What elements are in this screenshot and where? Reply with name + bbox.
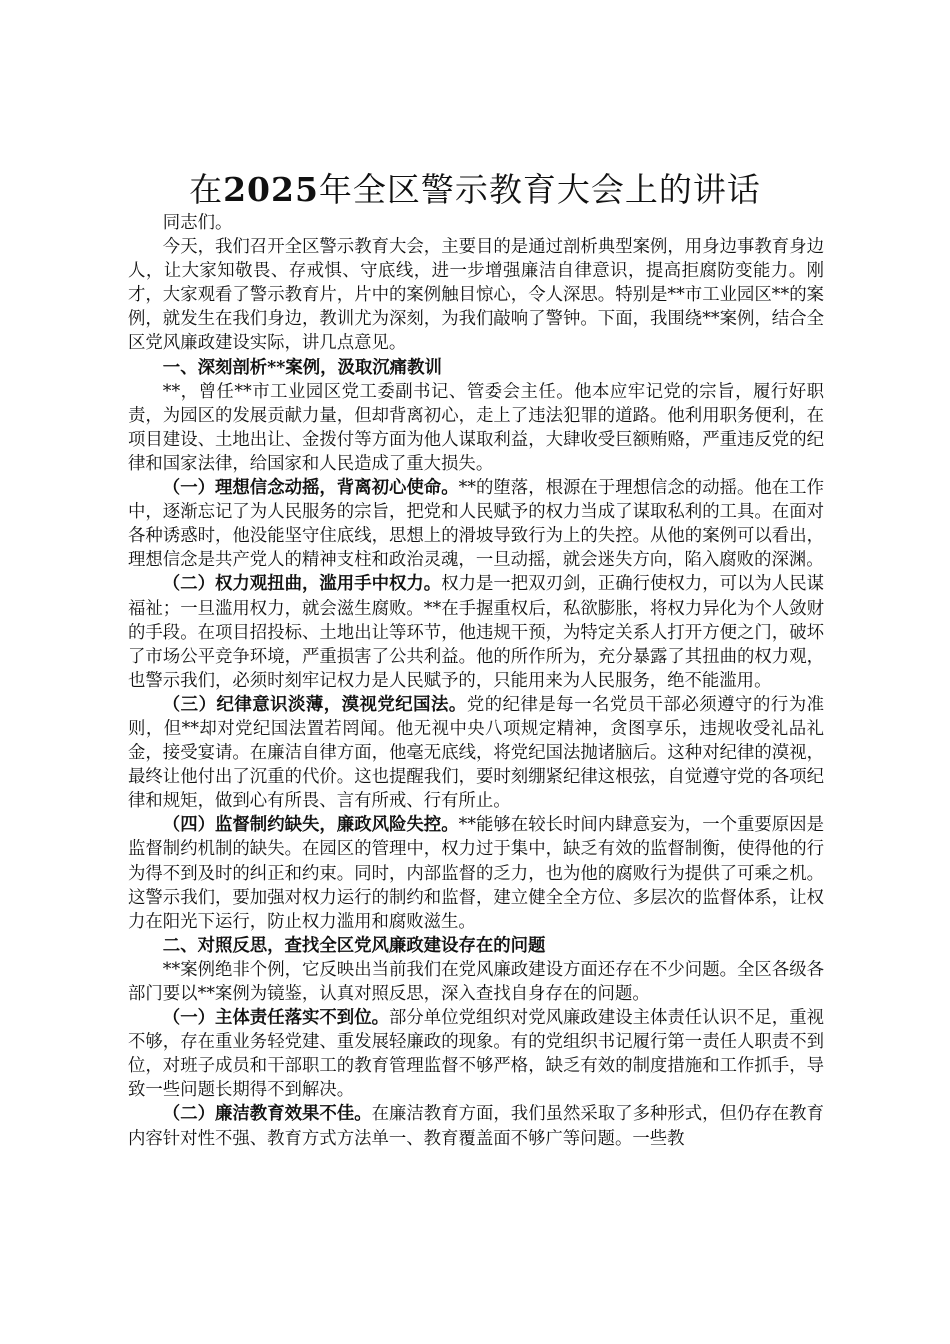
title-prefix: 在 <box>189 170 224 209</box>
subsection-lead: （一）主体责任落实不到位。 <box>162 1008 389 1029</box>
paragraph-text: **能够在较长时间内肆意妄为，一个重要原因是监督制约机制的缺失。在园区的管理中，权力过于集中，缺乏有效的监督制衡，使得他的行为得不到及时的纠正和约束。同时，内部监督的乏力，也为他的腐败行为提供了可乘之机。这警示我们，要加强对权力运行的制约和监督，建立健全全方位、多层次的监督体系，让权力在阳光下运行，防止权力滥用和腐败滋生。 <box>128 815 824 932</box>
paragraph-text: 权力是一把双刃剑，正确行使权力，可以为人民谋福祉；一旦滥用权力，就会滋生腐败。**在手握重权后，私欲膨胀，将权力异化为个人敛财的手段。在项目招投标、土地出让等环节，他违规干预，为特定关系人打开方便之门，破坏了市场公平竞争环境，严重损害了公共利益。他的所作所为，充分暴露了其扭曲的权力观，也警示我们，必须时刻牢记权力是人民赋予的，只能用来为人民服务，绝不能滥用。 <box>128 574 824 691</box>
title-suffix: 年全区警示教育大会上的讲话 <box>318 170 761 209</box>
paragraph-list <box>128 235 824 1151</box>
subsection-lead: （二）廉洁教育效果不佳。 <box>162 1104 372 1125</box>
body-paragraph <box>128 1006 824 1102</box>
body-paragraph <box>128 813 824 933</box>
body-paragraph <box>128 1102 824 1150</box>
title-year: 2025 <box>223 170 319 209</box>
body-paragraph <box>128 380 824 476</box>
body-paragraph <box>128 235 824 355</box>
paragraph-text: 今天，我们召开全区警示教育大会，主要目的是通过剖析典型案例，用身边事教育身边人，让大家知敬畏、存戒惧、守底线，进一步增强廉洁自律意识，提高拒腐防变能力。刚才，大家观看了警示教育片，片中的案例触目惊心，令人深思。特别是**市工业园区**的案例，就发生在我们身边，教训尤为深刻，为我们敲响了警钟。下面，我围绕**案例，结合全区党风廉政建设实际，讲几点意见。 <box>128 237 824 354</box>
section-heading: 二、对照反思，查找全区党风廉政建设存在的问题 <box>162 935 546 956</box>
body-paragraph <box>128 476 824 572</box>
subsection-lead: （一）理想信念动摇，背离初心使命。 <box>162 478 459 499</box>
page-title <box>0 170 950 210</box>
body-paragraph <box>128 958 824 1006</box>
paragraph-text: **案例绝非个例，它反映出当前我们在党风廉政建设方面还存在不少问题。全区各级各部门要以**案例为镜鉴，认真对照反思，深入查找自身存在的问题。 <box>128 959 824 1004</box>
subsection-lead: （四）监督制约缺失，廉政风险失控。 <box>162 815 459 836</box>
section-heading: 一、深刻剖析**案例，汲取沉痛教训 <box>162 357 442 378</box>
paragraph-text: **的堕落，根源在于理想信念的动摇。他在工作中，逐渐忘记了为人民服务的宗旨，把党和人民赋予的权力当成了谋取私利的工具。在面对各种诱惑时，他没能坚守住底线，思想上的滑坡导致行为上的失控。从他的案例可以看出，理想信念是共产党人的精神支柱和政治灵魂，一旦动摇，就会迷失方向，陷入腐败的深渊。 <box>128 478 824 571</box>
salutation: 同志们。 <box>162 213 233 233</box>
document-body <box>128 211 824 1151</box>
paragraph-text: 在廉洁教育方面，我们虽然采取了多种形式，但仍存在教育内容针对性不强、教育方式方法单一、教育覆盖面不够广等问题。一些教 <box>128 1104 824 1149</box>
body-paragraph <box>128 693 824 813</box>
paragraph-text: 党的纪律是每一名党员干部必须遵守的行为准则，但**却对党纪国法置若罔闻。他无视中央八项规定精神，贪图享乐，违规收受礼品礼金，接受宴请。在廉洁自律方面，他毫无底线，将党纪国法抛诸脑后。这种对纪律的漠视，最终让他付出了沉重的代价。这也提醒我们，要时刻绷紧纪律这根弦，自觉遵守党的各项纪律和规矩，做到心有所畏、言有所戒、行有所止。 <box>128 694 824 812</box>
subsection-lead: （三）纪律意识淡薄，漠视党纪国法。 <box>162 694 467 715</box>
paragraph-text: 部分单位党组织对党风廉政建设主体责任认识不足，重视不够，存在重业务轻党建、重发展轻廉政的现象。有的党组织书记履行第一责任人职责不到位，对班子成员和干部职工的教育管理监督不够严格，缺乏有效的制度措施和工作抓手，导致一些问题长期得不到解决。 <box>128 1008 824 1101</box>
body-paragraph <box>128 572 824 692</box>
subsection-lead: （二）权力观扭曲，滥用手中权力。 <box>162 574 442 595</box>
paragraph-text: **，曾任**市工业园区党工委副书记、管委会主任。他本应牢记党的宗旨，履行好职责，为园区的发展贡献力量，但却背离初心，走上了违法犯罪的道路。他利用职务便利，在项目建设、土地出让、金拨付等方面为他人谋取利益，大肆收受巨额贿赂，严重违反党的纪律和国家法律，给国家和人民造成了重大损失。 <box>128 381 824 474</box>
